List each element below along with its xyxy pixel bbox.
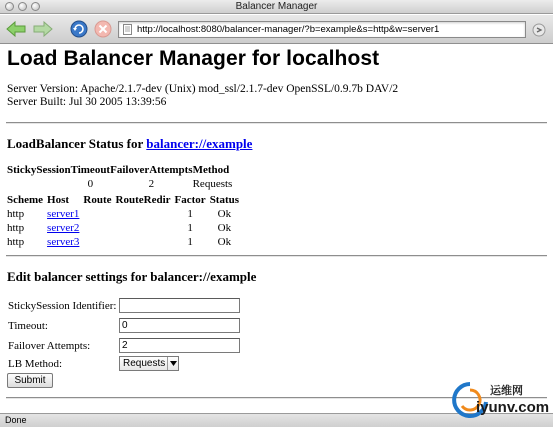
column-header: Status bbox=[209, 194, 240, 206]
table-row bbox=[7, 235, 243, 249]
table-cell: 1 bbox=[187, 236, 193, 248]
table-cell bbox=[116, 221, 175, 235]
column-header: Scheme bbox=[7, 194, 44, 206]
watermark-logo bbox=[450, 378, 553, 427]
timeout-row bbox=[7, 318, 307, 335]
back-arrow-icon bbox=[6, 21, 26, 37]
balancer-status-table bbox=[7, 163, 232, 191]
window-titlebar bbox=[0, 0, 553, 14]
timeout-label: Timeout: bbox=[8, 320, 48, 332]
close-window-button[interactable] bbox=[5, 2, 14, 11]
table-cell: 0 bbox=[87, 178, 94, 190]
table-cell: http bbox=[7, 208, 25, 220]
table-cell: 1 bbox=[187, 222, 193, 234]
table-cell: Ok bbox=[217, 208, 232, 220]
table-cell: http bbox=[7, 236, 25, 248]
lb-method-select[interactable] bbox=[119, 356, 179, 371]
stop-button[interactable] bbox=[92, 19, 114, 39]
column-header: Route bbox=[83, 194, 112, 206]
forward-arrow-icon bbox=[33, 21, 53, 37]
forward-button[interactable] bbox=[32, 19, 54, 39]
status-text: Done bbox=[5, 415, 27, 425]
stop-icon bbox=[94, 20, 112, 38]
table-cell: Ok bbox=[217, 222, 232, 234]
column-header: FailoverAttempts bbox=[110, 164, 193, 176]
page-content bbox=[0, 45, 553, 413]
watermark-line2: iyunv.com bbox=[476, 399, 550, 416]
table-header-row bbox=[7, 163, 232, 177]
url-input[interactable]: http://localhost:8080/balancer-manager/?b=example&s=http&w=server1 bbox=[118, 21, 526, 38]
go-icon bbox=[532, 23, 546, 37]
timeout-input[interactable] bbox=[119, 318, 240, 333]
table-cell bbox=[116, 235, 175, 249]
sticky-session-input[interactable] bbox=[119, 298, 240, 313]
sticky-label: StickySession Identifier: bbox=[8, 300, 117, 312]
table-cell: http bbox=[7, 222, 25, 234]
workers-table bbox=[7, 193, 243, 249]
failover-input[interactable] bbox=[119, 338, 240, 353]
back-button[interactable] bbox=[5, 19, 27, 39]
column-header: RouteRedir bbox=[115, 194, 171, 206]
table-row bbox=[7, 207, 243, 221]
table-cell bbox=[83, 235, 115, 249]
column-header: Method bbox=[192, 164, 230, 176]
zoom-window-button[interactable] bbox=[31, 2, 40, 11]
table-row bbox=[7, 177, 232, 191]
table-cell bbox=[7, 177, 71, 191]
watermark-line1: 运维网 bbox=[490, 384, 523, 397]
table-row bbox=[7, 221, 243, 235]
reload-icon bbox=[70, 20, 88, 38]
worker-link-server2[interactable]: server2 bbox=[47, 222, 80, 234]
table-cell: 1 bbox=[187, 208, 193, 220]
method-row bbox=[7, 356, 307, 373]
status-heading bbox=[7, 136, 252, 152]
failover-row bbox=[7, 338, 307, 355]
go-button[interactable] bbox=[531, 22, 547, 38]
page-title: Load Balancer Manager for localhost bbox=[7, 47, 380, 70]
server-info bbox=[7, 83, 398, 109]
table-cell bbox=[83, 207, 115, 221]
column-header: StickySession bbox=[7, 164, 71, 176]
page-icon bbox=[122, 24, 133, 35]
worker-link-server1[interactable]: server1 bbox=[47, 208, 80, 220]
column-header: Timeout bbox=[70, 164, 111, 176]
table-cell: Requests bbox=[192, 178, 233, 190]
sticky-row bbox=[7, 298, 307, 315]
reload-button[interactable] bbox=[68, 19, 90, 39]
column-header: Factor bbox=[174, 194, 206, 206]
column-header: Host bbox=[47, 194, 70, 206]
window-controls bbox=[5, 2, 40, 11]
failover-label: Failover Attempts: bbox=[8, 340, 91, 352]
divider bbox=[6, 122, 547, 124]
chevron-down-icon bbox=[167, 357, 178, 370]
server-version: Server Version: Apache/2.1.7-dev (Unix) mod_ssl/2.1.7-dev OpenSSL/0.9.7b DAV/2 bbox=[7, 83, 399, 95]
table-cell: 2 bbox=[148, 178, 155, 190]
table-cell: Ok bbox=[217, 236, 232, 248]
table-cell bbox=[116, 207, 175, 221]
method-label: LB Method: bbox=[8, 358, 63, 370]
lb-method-value: Requests bbox=[123, 358, 166, 369]
submit-button[interactable]: Submit bbox=[7, 373, 53, 388]
divider bbox=[6, 255, 547, 257]
server-built: Server Built: Jul 30 2005 13:39:56 bbox=[7, 96, 167, 108]
window-title: Balancer Manager bbox=[235, 1, 318, 12]
edit-heading: Edit balancer settings for balancer://example bbox=[7, 269, 257, 284]
status-heading-label: LoadBalancer Status for bbox=[7, 136, 147, 151]
table-header-row bbox=[7, 193, 243, 207]
balancer-link[interactable]: balancer://example bbox=[146, 136, 253, 151]
table-cell bbox=[83, 221, 115, 235]
worker-link-server3[interactable]: server3 bbox=[47, 236, 80, 248]
minimize-window-button[interactable] bbox=[18, 2, 27, 11]
browser-toolbar bbox=[0, 15, 553, 44]
